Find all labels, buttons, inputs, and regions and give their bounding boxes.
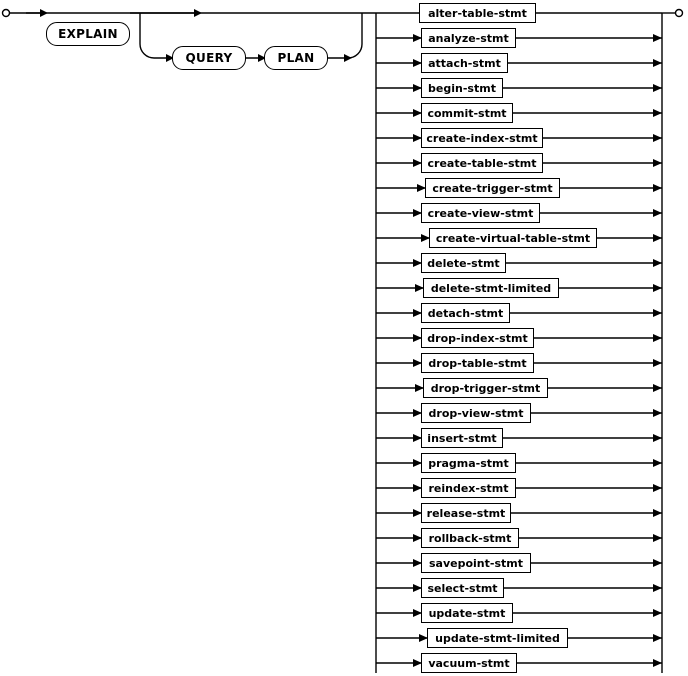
node-delete-stmt: delete-stmt: [421, 253, 506, 273]
node-commit-stmt: commit-stmt: [421, 103, 513, 123]
node-query: QUERY: [172, 46, 246, 70]
track-queryplan-in: [140, 13, 172, 58]
node-attach-stmt: attach-stmt: [421, 53, 508, 73]
node-savepoint-stmt: savepoint-stmt: [421, 553, 531, 573]
node-alter-table-stmt: alter-table-stmt: [419, 3, 536, 23]
node-update-stmt: update-stmt: [421, 603, 513, 623]
arrow-explain-in: [40, 9, 48, 17]
node-pragma-stmt: pragma-stmt: [421, 453, 516, 473]
node-explain: EXPLAIN: [46, 22, 130, 46]
node-rollback-stmt: rollback-stmt: [421, 528, 519, 548]
arrow-bypass: [194, 9, 202, 17]
node-select-stmt: select-stmt: [421, 578, 504, 598]
track-queryplan-out: [328, 13, 362, 58]
node-create-view-stmt: create-view-stmt: [421, 203, 540, 223]
node-create-virtual-table-stmt: create-virtual-table-stmt: [429, 228, 597, 248]
node-create-trigger-stmt: create-trigger-stmt: [425, 178, 560, 198]
node-drop-table-stmt: drop-table-stmt: [421, 353, 534, 373]
node-create-table-stmt: create-table-stmt: [421, 153, 543, 173]
node-analyze-stmt: analyze-stmt: [421, 28, 516, 48]
node-detach-stmt: detach-stmt: [421, 303, 510, 323]
node-begin-stmt: begin-stmt: [421, 78, 503, 98]
node-create-index-stmt: create-index-stmt: [421, 128, 543, 148]
node-drop-trigger-stmt: drop-trigger-stmt: [423, 378, 548, 398]
node-release-stmt: release-stmt: [421, 503, 511, 523]
arrow-queryplan-out: [344, 54, 352, 62]
node-insert-stmt: insert-stmt: [421, 428, 503, 448]
start-terminal-circle: [3, 10, 10, 17]
node-delete-stmt-limited: delete-stmt-limited: [423, 278, 559, 298]
node-drop-index-stmt: drop-index-stmt: [421, 328, 534, 348]
node-reindex-stmt: reindex-stmt: [421, 478, 516, 498]
node-update-stmt-limited: update-stmt-limited: [427, 628, 568, 648]
node-vacuum-stmt: vacuum-stmt: [421, 653, 517, 673]
node-plan: PLAN: [264, 46, 328, 70]
end-terminal-circle: [676, 10, 683, 17]
node-drop-view-stmt: drop-view-stmt: [421, 403, 531, 423]
